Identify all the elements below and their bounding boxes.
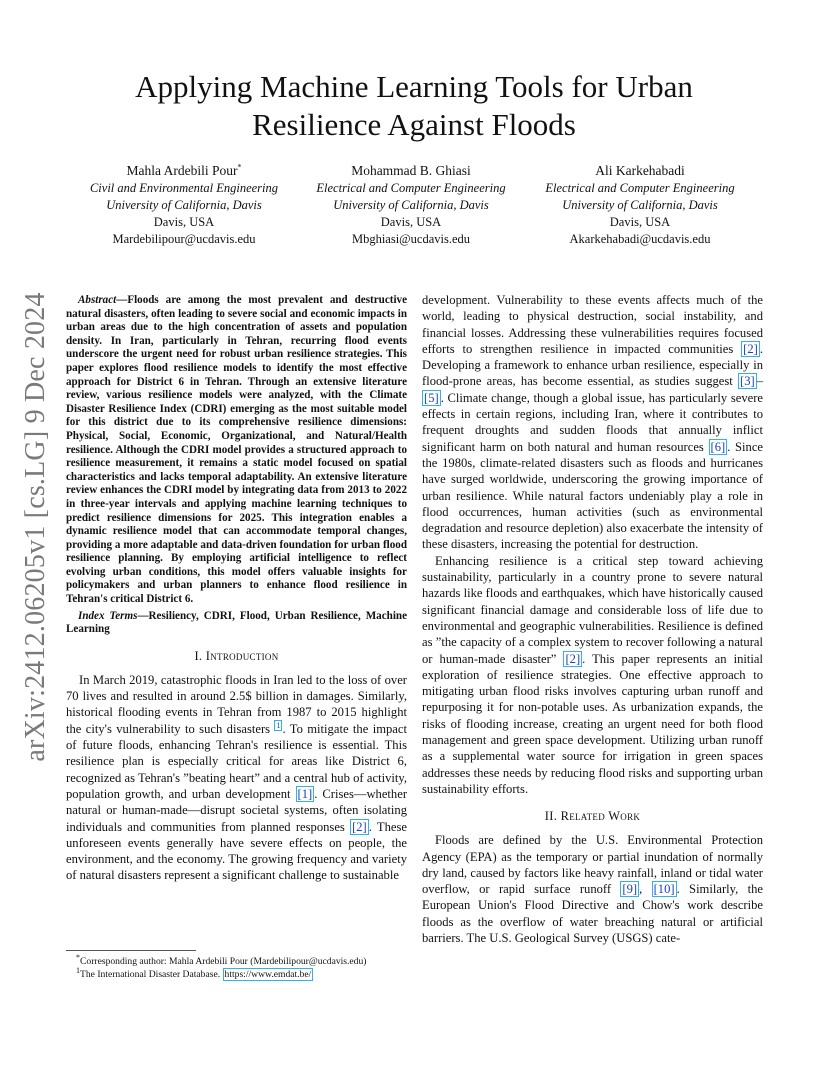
related-paragraph-1 [422,832,763,946]
author-name: Mahla Ardebili Pour [126,163,238,178]
right-column [422,292,763,946]
arxiv-identifier: arXiv:2412.06205v1 [cs.LG] 9 Dec 2024 [20,292,51,762]
citation-link[interactable]: [2] [352,819,367,834]
author-location: Davis, USA [609,215,671,229]
footnote-2 [66,965,407,981]
intro-paragraph-2 [422,553,763,797]
footnote-1 [66,952,407,968]
footnote-rule [66,950,196,951]
index-terms-lead: Index Terms [78,609,138,622]
citation-link[interactable]: [5] [424,390,439,405]
author-university: University of California, Davis [333,198,489,212]
intro-text: . Climate change, though a global issue, has particularly severe effects in certain regions, including Iran, where it contributes to frequent droughts and sudden floods that annually inflict significant harm on both natural and human resources [422,390,763,454]
intro-text: . To mitigate the impact of future floods, enhancing Tehran's resilience is essential. This resilience plan is especially critical for areas like District 6, recognized as Tehran's ”beating heart” and a central hub of activity, population growth, and urban development [66,721,407,801]
citation-link[interactable]: [2] [743,341,758,356]
citation-link[interactable]: [2] [565,651,581,666]
intro-text: . This paper represents an initial exploration of resilience strategies. One effective approach to mitigating urban flood risks involves capturing urban runoff and repurposing it for non-potable uses. As urbanization expands, the risks of flooding increase, creating an urgent need for both flood management and green space development. Utilizing urban runoff as a supplemental water source for irrigation in green spaces addresses these needs by reducing flood risks and supporting urban sustainability efforts. [422,651,763,796]
intro-text: In March 2019, catastrophic floods in Iran led to the loss of over 70 lives and resulted in around 2.5$ billion in damages. Similarly, historical flooding events in Tehran from 1987 to 2015 highlight the city's vulnerability to such disasters [66,672,407,736]
author-email: Mardebilipour@ucdavis.edu [112,232,256,246]
corresponding-mark: * [237,162,242,172]
title-line-1: Applying Machine Learning Tools for Urban [135,69,693,104]
abstract-text: —Floods are among the most prevalent and destructive natural disasters, often leading to severe social and economic impacts in urban areas due to the high concentration of assets and population density. In Iran, particularly in Tehran, recurring flood events underscore the urgent need for robust urban resilience strategies. This paper explores flood resilience models to identify the most effective approach for District 6 in Tehran. Through an extensive literature review, various resilience models were analyzed, with the Climate Disaster Resilience Index (CDRI) emerging as the most suitable model for this district due to its comprehensive resilience dimensions: Physical, Social, Economic, Organizational, and Natural/Health resilience. Although the CDRI model provides a structured approach to resilience measurement, it remains a static model focused on spatial characteristics and lacks temporal adaptability. An extensive literature review enhances the CDRI model by integrating data from 2013 to 2022 in three-year intervals and applying machine learning techniques to predict resilience dimensions for 2025. This integration enables a dynamic resilience model that can accommodate temporal changes, providing a more adaptable and data-driven foundation for urban flood resilience planning. By employing artificial intelligence to reflect evolving urban conditions, this model offers valuable insights for policymakers and urban planners to enhance flood resilience in Tehran's critical District 6. [66,294,407,606]
author-university: University of California, Davis [562,198,718,212]
index-terms-text: —Resiliency, CDRI, Flood, Urban Resilience, Machine Learning [66,609,407,636]
related-text: . Similarly, the European Union's Flood Directive and Chow's work describe floods as the overflow of water breaching natural or artificial barriers. The U.S. Geological Survey (USGS) cate- [422,882,763,945]
citation-link[interactable]: [1] [297,786,313,801]
footnote-text: Corresponding author: Mahla Ardebili Pour (Mardebilipour@ucdavis.edu) [80,956,367,967]
intro-text: . Crises—whether natural or human-made—disrupt societal systems, often isolating individuals and communities from planned responses [66,786,408,834]
author-name: Mohammad B. Ghiasi [351,163,471,178]
author-university: University of California, Davis [106,198,262,212]
arxiv-sidebar [16,292,56,762]
author-location: Davis, USA [380,215,442,229]
paper-title [0,68,828,144]
footnote-link-1[interactable]: 1 [276,720,281,730]
author-name: Ali Karkehabadi [595,163,685,178]
footnote-mark: 1 [76,965,80,975]
author-email: Akarkehabadi@ucdavis.edu [569,232,711,246]
author-location: Davis, USA [153,215,215,229]
intro-text: development. Vulnerability to these events affects much of the world, leading to physical destruction, social instability, and financial losses. Addressing these vulnerabilities requires focused efforts to strengthen resilience in impacted communities [422,293,763,356]
intro-text: . Since the 1980s, climate-related disasters such as floods and hurricanes have surged worldwide, underscoring the growing importance of urban resilience. While natural factors undeniably play a role in flood occurrences, human activities (such as environmental degradation and resource depletion) also exacerbate the intensity of these disasters, increasing the potential for destruction. [422,439,764,552]
author-email: Mbghiasi@ucdavis.edu [351,232,471,246]
author-3 [520,162,760,248]
author-1 [64,162,304,248]
citation-link[interactable]: [3] [740,374,755,389]
footnote-text: The International Disaster Database. [80,969,223,980]
citation-link[interactable]: [10] [653,882,675,897]
abstract [66,294,407,607]
intro-text: Enhancing resilience is a critical step toward achieving sustainability, particularly in a country prone to severe natural hazards like floods and earthquakes, which have historically caused significant financial damage and considerable loss of life due to environmental and geographic vulnerabilities. Resilience is defined as ”the capacity of a complex system to recover following a natural or human-made disaster” [422,553,763,666]
abstract-lead: Abstract [78,294,117,306]
section-heading-related-work: II. Related Work [544,809,641,824]
section-heading-introduction: I. Introduction [194,648,279,663]
intro-paragraph-1-continued [422,292,763,553]
author-department: Civil and Environmental Engineering [89,181,279,195]
title-line-2: Resilience Against Floods [252,107,576,142]
index-terms [66,610,407,637]
intro-text: . Developing a framework to enhance urban resilience, especially in flood-prone areas, has become essential, as studies suggest [422,341,763,389]
intro-paragraph-1 [66,672,407,884]
footnote-mark: * [76,952,80,962]
related-text: Floods are defined by the U.S. Environmental Protection Agency (EPA) as the temporary or partial inundation of normally dry land, caused by factors like heavy rainfall, inland or tidal water overflow, or rapid surface runoff [422,833,763,897]
intro-text: – [756,374,763,389]
intro-text: . These unforeseen events generally have severe effects on people, the environment, and the economy. The growing frequency and variety of natural disasters represent a significant challenge to sustainable [66,819,407,883]
citation-link[interactable]: [6] [710,439,726,454]
footnotes [66,940,407,981]
related-text: , [639,882,652,897]
citation-link[interactable]: [9] [622,882,638,897]
author-2 [291,162,531,248]
author-department: Electrical and Computer Engineering [545,181,735,195]
emdat-link[interactable]: https://www.emdat.be/ [224,969,312,980]
author-department: Electrical and Computer Engineering [316,181,506,195]
left-column [66,294,407,884]
